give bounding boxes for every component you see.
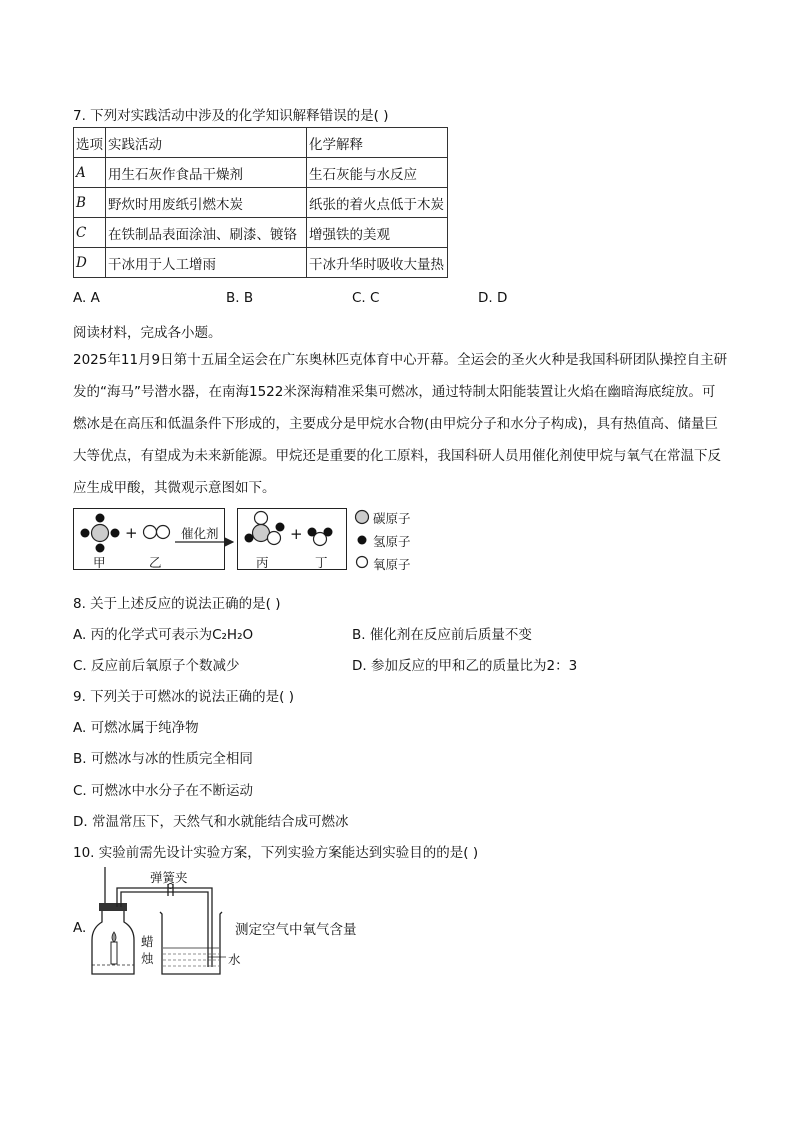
clip-label: 弹簧夹	[150, 870, 188, 885]
label-jia: 甲	[93, 555, 106, 570]
q9-option-d[interactable]: D. 常温常压下，天然气和水就能结合成可燃冰	[73, 814, 349, 830]
q8-option-b[interactable]: B. 催化剂在反应前后质量不变	[352, 627, 532, 643]
q7-option-b[interactable]: B. B	[226, 290, 254, 306]
row-option: B	[74, 188, 106, 218]
table-header-row	[74, 128, 448, 158]
formic-acid-molecule	[245, 512, 285, 545]
q7-option-a[interactable]: A. A	[73, 290, 100, 306]
header-option: 选项	[74, 128, 106, 158]
label-yi: 乙	[149, 555, 162, 570]
row-activity: 用生石灰作食品干燥剂	[106, 158, 307, 188]
plus-sign: +	[290, 525, 303, 543]
passage-text: 2025年11月9日第十五届全运会在广东奥林匹克体育中心开幕。全运会的圣火火种是我国科研团队操控自主研发的“海马”号潜水器，在南海1522米深海精准采集可燃冰，通过特制太阳能装置让火焰在幽暗海底绽放。可燃冰是在高压和低温条件下形成的，主要成分是甲烷水合物(由甲烷分子和水分子构成)，具有热值高、储量巨大等优点，有望成为未来新能源。甲烷还是重要的化工原料，我国科研人员用催化剂使甲烷与氧气在常温下反应生成甲酸，其微观示意图如下。	[73, 352, 728, 496]
q9-stem: 9. 下列关于可燃冰的说法正确的是( )	[73, 689, 294, 705]
table-row	[74, 248, 448, 278]
row-activity: 在铁制品表面涂油、刷漆、镀铬	[106, 218, 307, 248]
water-label: 水	[228, 952, 241, 967]
q7-stem: 7. 下列对实践活动中涉及的化学知识解释错误的是( )	[73, 108, 389, 124]
candle-icon	[111, 942, 117, 964]
q7-table	[73, 127, 448, 278]
legend-carbon: 碳原子	[373, 511, 411, 526]
label-bing: 丙	[256, 555, 269, 570]
candle-label: 蜡烛	[141, 934, 154, 966]
row-option: C	[74, 218, 106, 248]
q8-option-a[interactable]: A. 丙的化学式可表示为C₂H₂O	[73, 627, 254, 643]
legend-hydrogen-icon	[358, 536, 367, 545]
reading-passage	[73, 344, 728, 504]
table-row	[74, 188, 448, 218]
row-option: A	[74, 158, 106, 188]
q7-option-c[interactable]: C. C	[352, 290, 380, 306]
row-activity: 干冰用于人工增雨	[106, 248, 307, 278]
q10-option-a-text: 测定空气中氧气含量	[235, 922, 357, 938]
table-row	[74, 158, 448, 188]
oxygen-molecule	[144, 526, 170, 539]
q10-option-a-letter[interactable]: A.	[73, 920, 87, 936]
row-explanation: 增强铁的美观	[307, 218, 448, 248]
header-explanation: 化学解释	[307, 128, 448, 158]
q10-stem: 10. 实验前需先设计实验方案，下列实验方案能达到实验目的的是( )	[73, 845, 479, 861]
row-explanation: 纸张的着火点低于木炭	[307, 188, 448, 218]
row-activity: 野炊时用废纸引燃木炭	[106, 188, 307, 218]
header-activity: 实践活动	[106, 128, 307, 158]
water-molecule	[308, 528, 333, 546]
q9-option-a[interactable]: A. 可燃冰属于纯净物	[73, 720, 199, 736]
catalyst-label: 催化剂	[181, 526, 219, 541]
q9-option-b[interactable]: B. 可燃冰与冰的性质完全相同	[73, 751, 253, 767]
legend-oxygen-icon	[357, 557, 368, 568]
q8-option-d[interactable]: D. 参加反应的甲和乙的质量比为2：3	[352, 658, 578, 674]
flame-icon	[112, 932, 116, 942]
q8-stem: 8. 关于上述反应的说法正确的是( )	[73, 596, 281, 612]
table-row	[74, 218, 448, 248]
q9-option-c[interactable]: C. 可燃冰中水分子在不断运动	[73, 783, 254, 799]
row-explanation: 生石灰能与水反应	[307, 158, 448, 188]
row-explanation: 干冰升华时吸收大量热	[307, 248, 448, 278]
reading-intro: 阅读材料，完成各小题。	[73, 325, 222, 341]
q7-option-d[interactable]: D. D	[478, 290, 508, 306]
legend-hydrogen: 氢原子	[373, 534, 411, 549]
label-ding: 丁	[315, 555, 328, 570]
row-option: D	[74, 248, 106, 278]
beaker	[160, 912, 222, 974]
q8-option-c[interactable]: C. 反应前后氧原子个数减少	[73, 658, 240, 674]
plus-sign: +	[125, 524, 138, 542]
legend-carbon-icon	[356, 511, 369, 524]
legend-oxygen: 氧原子	[373, 557, 411, 572]
methane-molecule	[81, 514, 120, 553]
